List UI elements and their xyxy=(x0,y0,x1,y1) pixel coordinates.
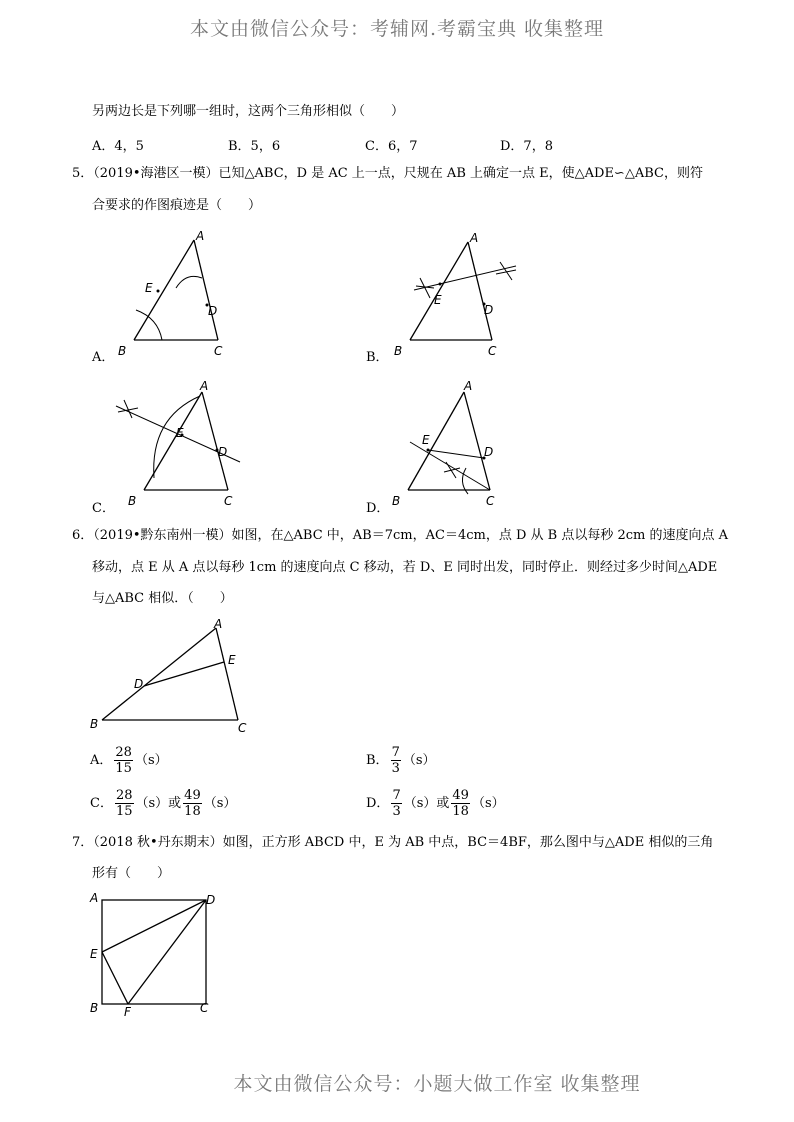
q6-figure xyxy=(86,616,256,736)
q5d-label-d: D xyxy=(484,445,494,459)
q7-label-b: B xyxy=(90,1001,99,1015)
q7-stem-line2: 形有（ ） xyxy=(92,866,171,881)
page-header: 本文由微信公众号：考辅网.考霸宝典 收集整理 xyxy=(189,18,605,40)
q5b-label-d: D xyxy=(484,303,494,317)
q5b-label-c: C xyxy=(488,344,497,358)
q6-option-c-fraction-1 xyxy=(115,788,134,819)
q4-stem: 另两边长是下列哪一组时，这两个三角形相似（ ） xyxy=(92,104,405,119)
q6-option-c-unit: （s） xyxy=(203,796,237,811)
q6-option-c-fraction-2 xyxy=(183,788,202,819)
q4-option-c: C．6，7 xyxy=(365,139,418,154)
q5c-label-e: E xyxy=(176,426,184,440)
q6-label-b: B xyxy=(90,717,99,731)
q6-option-d xyxy=(366,788,505,819)
q5-option-a-label: A． xyxy=(92,350,115,365)
q5-stem-line2: 合要求的作图痕迹是（ ） xyxy=(92,198,262,213)
q5c-label-d: D xyxy=(218,445,228,459)
q6-option-d-mid: （s）或 xyxy=(403,796,450,811)
q6-option-b-label: B． xyxy=(366,753,389,768)
q7-stem-line1: 7．（2018 秋•丹东期末）如图，正方形 ABCD 中，E 为 AB 中点，BC＝4BF，那么图中与△ADE 相似的三角 xyxy=(72,835,714,850)
q5-figure-b xyxy=(388,228,528,360)
q6-option-d-fraction-1 xyxy=(391,788,401,819)
q6-option-d-fraction-2 xyxy=(451,788,470,819)
q5c-label-a: A xyxy=(200,379,209,393)
q6-label-d: D xyxy=(134,677,144,691)
q5c-label-c: C xyxy=(224,494,233,508)
q5-option-d-label: D． xyxy=(366,501,390,516)
q7-figure xyxy=(86,888,226,1020)
q5b-label-e: E xyxy=(434,293,442,307)
q5d-label-b: B xyxy=(392,494,401,508)
q4-option-a: A．4，5 xyxy=(92,139,144,154)
q6-option-b-fraction xyxy=(391,745,401,776)
q6-option-c-den1: 15 xyxy=(115,804,133,819)
q5a-label-a: A xyxy=(196,229,205,243)
q5-option-c-label: C． xyxy=(92,501,115,516)
q6-option-a-label: A． xyxy=(90,753,113,768)
q5-figure-c xyxy=(110,378,250,510)
q6-option-b-den: 3 xyxy=(391,761,400,776)
q6-option-c-den2: 18 xyxy=(184,804,201,819)
q5-figure-a xyxy=(110,228,240,360)
q6-option-a-fraction xyxy=(114,745,133,776)
page-footer: 本文由微信公众号：小题大做工作室 收集整理 xyxy=(233,1073,641,1095)
q6-stem-line3: 与△ABC 相似．（ ） xyxy=(92,591,233,606)
q7-label-f: F xyxy=(124,1005,131,1019)
q5a-label-b: B xyxy=(118,344,127,358)
q5b-label-a: A xyxy=(470,231,479,245)
q6-option-c-label: C． xyxy=(90,796,113,811)
q6-option-d-den1: 3 xyxy=(392,804,401,819)
q6-option-a-num: 28 xyxy=(115,745,132,760)
q7-label-e: E xyxy=(90,947,98,961)
q5-stem-line1: 5．（2019•海港区一模）已知△ABC，D 是 AC 上一点，尺规在 AB 上确定一点 E，使△ADE∽△ABC，则符 xyxy=(72,166,703,181)
q5b-label-b: B xyxy=(394,344,403,358)
q4-option-b: B．5，6 xyxy=(228,139,281,154)
q6-option-b-num: 7 xyxy=(391,745,400,760)
q5a-label-d: D xyxy=(208,304,218,318)
q6-option-d-num1: 7 xyxy=(392,788,401,803)
q7-label-c: C xyxy=(200,1001,209,1015)
q7-label-a: A xyxy=(90,891,99,905)
q6-stem-line1: 6．（2019•黔东南州一模）如图，在△ABC 中，AB＝7cm，AC＝4cm，点 D 从 B 点以每秒 2cm 的速度向点 A xyxy=(72,528,728,543)
q5d-label-c: C xyxy=(486,494,495,508)
q5-option-b-label: B． xyxy=(366,350,389,365)
q6-option-d-den2: 18 xyxy=(452,804,469,819)
q5a-label-c: C xyxy=(214,344,223,358)
q6-label-c: C xyxy=(238,721,247,735)
q5c-label-b: B xyxy=(128,494,137,508)
q6-option-d-label: D． xyxy=(366,796,390,811)
q6-option-d-unit: （s） xyxy=(471,796,505,811)
q6-option-a-unit: （s） xyxy=(134,753,168,768)
q5d-label-e: E xyxy=(422,433,430,447)
q6-option-a-den: 15 xyxy=(115,761,132,776)
q7-label-d: D xyxy=(206,893,216,907)
q4-option-d: D．7，8 xyxy=(500,139,553,154)
q6-stem-line2: 移动，点 E 从 A 点以每秒 1cm 的速度向点 C 移动，若 D、E 同时出发，同时停止．则经过多少时间△ADE xyxy=(92,560,718,575)
q6-option-c-num1: 28 xyxy=(115,788,133,803)
q6-label-a: A xyxy=(214,617,223,631)
q6-option-a xyxy=(90,745,168,776)
q5a-label-e: E xyxy=(145,281,153,295)
q6-option-b xyxy=(366,745,436,776)
q6-option-c-mid: （s）或 xyxy=(135,796,182,811)
q6-option-b-unit: （s） xyxy=(402,753,436,768)
q6-label-e: E xyxy=(228,653,236,667)
q6-option-d-num2: 49 xyxy=(452,788,469,803)
q5d-label-a: A xyxy=(464,379,473,393)
q6-option-c xyxy=(90,788,236,819)
q6-option-c-num2: 49 xyxy=(184,788,201,803)
q5-figure-d xyxy=(388,378,518,510)
